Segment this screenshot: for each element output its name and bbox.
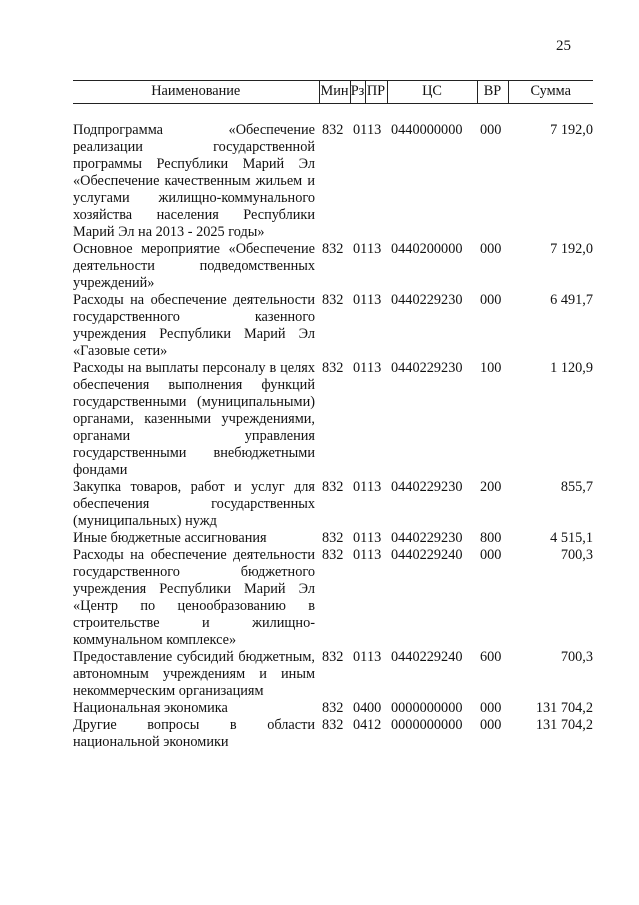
cell-name: Расходы на выплаты персоналу в целях обеспечения выполнения функций государственными (муниципальными) органами, казенными учреждениями, органами управления государственными внебюджетными фондами (73, 360, 315, 478)
cell-vr: 000 (480, 717, 502, 733)
header-vr: ВР (477, 81, 508, 104)
cell-min: 832 (322, 360, 344, 376)
cell-rz: 01 (353, 122, 368, 138)
cell-sum: 7 192,0 (550, 122, 593, 138)
header-cs: ЦС (387, 81, 477, 104)
cell-rz: 04 (353, 717, 368, 733)
table-row (73, 530, 593, 547)
cell-pr: 13 (367, 530, 382, 546)
cell-min: 832 (322, 479, 344, 495)
budget-table (73, 80, 593, 751)
table-row (73, 122, 593, 241)
header-sum: Сумма (508, 81, 593, 104)
table-row (73, 241, 593, 292)
cell-pr: 13 (367, 360, 382, 376)
cell-cs: 0440229230 (391, 360, 463, 376)
header-pr: ПР (365, 81, 387, 104)
cell-sum: 1 120,9 (550, 360, 593, 376)
header-min: Мин (319, 81, 350, 104)
cell-cs: 0000000000 (391, 717, 463, 733)
table-header-row (73, 81, 593, 104)
cell-cs: 0440229230 (391, 530, 463, 546)
cell-sum: 131 704,2 (535, 700, 593, 716)
cell-name: Предоставление субсидий бюджетным, автономным учреждениям и иным некоммерческим организациям (73, 649, 315, 699)
cell-vr: 000 (480, 241, 502, 257)
cell-min: 832 (322, 241, 344, 257)
cell-vr: 600 (480, 649, 502, 665)
cell-cs: 0000000000 (391, 700, 463, 716)
cell-name: Национальная экономика (73, 700, 228, 716)
table-row (73, 649, 593, 700)
cell-min: 832 (322, 122, 344, 138)
cell-name: Другие вопросы в области национальной экономики (73, 717, 315, 750)
cell-sum: 6 491,7 (550, 292, 593, 308)
cell-cs: 0440200000 (391, 241, 463, 257)
cell-min: 832 (322, 530, 344, 546)
cell-cs: 0440229230 (391, 292, 463, 308)
cell-rz: 01 (353, 479, 368, 495)
cell-pr: 13 (367, 241, 382, 257)
cell-rz: 01 (353, 649, 368, 665)
cell-min: 832 (322, 717, 344, 733)
cell-name: Основное мероприятие «Обеспечение деятельности подведомственных учреждений» (73, 241, 315, 291)
cell-cs: 0440229230 (391, 479, 463, 495)
header-name: Наименование (73, 81, 319, 104)
cell-name: Иные бюджетные ассигнования (73, 530, 267, 546)
header-rz: Рз (350, 81, 365, 104)
cell-pr: 13 (367, 292, 382, 308)
cell-vr: 100 (480, 360, 502, 376)
cell-name: Подпрограмма «Обеспечение реализации государственной программы Республики Марий Эл «Обеспечение качественным жильем и услугами жилищно-коммунального хозяйства населения Республики Марий Эл на 2013 - 2025 годы» (73, 122, 315, 240)
cell-pr: 13 (367, 649, 382, 665)
cell-vr: 200 (480, 479, 502, 495)
table-row (73, 360, 593, 479)
cell-pr: 12 (367, 717, 382, 733)
cell-pr: 13 (367, 479, 382, 495)
cell-pr: 13 (367, 547, 382, 563)
cell-rz: 01 (353, 241, 368, 257)
cell-vr: 000 (480, 547, 502, 563)
cell-min: 832 (322, 700, 344, 716)
table-row (73, 479, 593, 530)
cell-sum: 7 192,0 (550, 241, 593, 257)
table-row (73, 292, 593, 360)
cell-rz: 01 (353, 292, 368, 308)
cell-sum: 131 704,2 (535, 717, 593, 733)
cell-min: 832 (322, 649, 344, 665)
cell-pr: 00 (367, 700, 382, 716)
cell-vr: 000 (480, 292, 502, 308)
cell-name: Закупка товаров, работ и услуг для обеспечения государственных (муниципальных) нужд (73, 479, 315, 529)
cell-sum: 700,3 (560, 649, 593, 665)
cell-min: 832 (322, 547, 344, 563)
cell-cs: 0440229240 (391, 649, 463, 665)
cell-cs: 0440000000 (391, 122, 463, 138)
page-number: 25 (556, 38, 571, 54)
cell-vr: 000 (480, 122, 502, 138)
table-row (73, 547, 593, 649)
cell-sum: 4 515,1 (550, 530, 593, 546)
cell-rz: 04 (353, 700, 368, 716)
cell-vr: 000 (480, 700, 502, 716)
cell-name: Расходы на обеспечение деятельности государственного бюджетного учреждения Республики Марий Эл «Центр по ценообразованию в строительстве и жилищно-коммунальном комплексе» (73, 547, 315, 648)
cell-cs: 0440229240 (391, 547, 463, 563)
table-row (73, 717, 593, 751)
cell-rz: 01 (353, 530, 368, 546)
cell-min: 832 (322, 292, 344, 308)
table-row (73, 700, 593, 717)
cell-name: Расходы на обеспечение деятельности государственного казенного учреждения Республики Марий Эл «Газовые сети» (73, 292, 315, 359)
cell-pr: 13 (367, 122, 382, 138)
cell-rz: 01 (353, 547, 368, 563)
cell-rz: 01 (353, 360, 368, 376)
cell-sum: 700,3 (560, 547, 593, 563)
spacer-row (73, 104, 593, 123)
cell-sum: 855,7 (560, 479, 593, 495)
cell-vr: 800 (480, 530, 502, 546)
